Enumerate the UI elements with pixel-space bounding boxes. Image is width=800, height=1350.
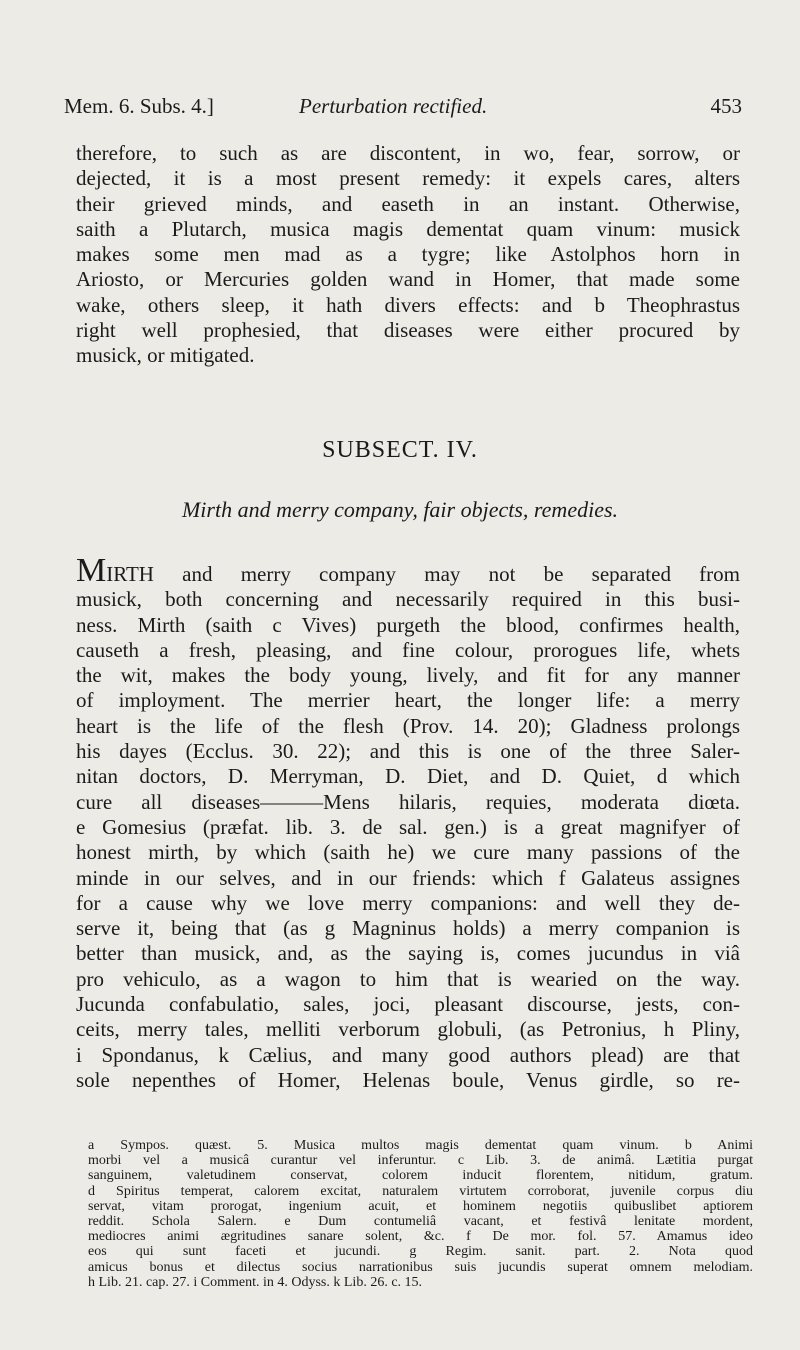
text-line: dejected, it is a most present remedy: it expels cares, alters: [76, 166, 740, 191]
text-line: nitan doctors, D. Merryman, D. Diet, and D. Quiet, d which: [76, 764, 740, 789]
text-line: therefore, to such as are discontent, in wo, fear, sorrow, or: [76, 141, 740, 165]
text-line: of imployment. The merrier heart, the longer life: a merry: [76, 688, 740, 713]
footnote-line: eos qui sunt faceti et jucundi. g Regim. sanit. part. 2. Nota quod: [88, 1244, 753, 1260]
text-line: Ariosto, or Mercuries golden wand in Homer, that made some: [76, 267, 740, 292]
text-line: ness. Mirth (saith c Vives) purgeth the blood, confirmes health,: [76, 612, 740, 637]
text-line: sole nepenthes of Homer, Helenas boule, Venus girdle, so re-: [76, 1067, 740, 1092]
text-line: heart is the life of the flesh (Prov. 14. 20); Gladness prolongs: [76, 713, 740, 738]
footnote-line: d Spiritus temperat, calorem excitat, naturalem virtutem corroborat, juvenile corpus diu: [88, 1183, 753, 1199]
text-line: their grieved minds, and easeth in an instant. Otherwise,: [76, 191, 740, 216]
text-line: musick, or mitigated.: [76, 343, 255, 368]
footnote-line: servat, vitam prorogat, ingenium acuit, et hominem negotiis quibuslibet aptiorem: [88, 1198, 753, 1214]
text-line: musick, both concerning and necessarily required in this busi-: [76, 587, 740, 612]
text-line-first: [76, 552, 740, 589]
subsection-subtitle: Mirth and merry company, fair objects, remedies.: [181, 497, 619, 522]
text-line: Jucunda confabulatio, sales, joci, pleasant discourse, jests, con-: [76, 992, 740, 1017]
text-line: saith a Plutarch, musica magis dementat quam vinum: musick: [76, 216, 740, 241]
text-line: for a cause why we love merry companions: and well they de-: [76, 890, 740, 915]
header-section: Mem. 6. Subs. 4.]: [64, 94, 214, 118]
text-line: better than musick, and, as the saying is, comes jucundus in viâ: [76, 941, 740, 966]
text-line: wake, others sleep, it hath divers effects: and b Theophrastus: [76, 292, 740, 317]
footnote-line: amicus bonus et dilectus socius narrationibus suis jucundis superat omnem melodiam.: [88, 1259, 753, 1275]
footnotes: [88, 1138, 753, 1290]
text-line-rest: IRTH and merry company may not be separated from: [106, 562, 740, 586]
text-line: honest mirth, by which (saith he) we cure many passions of the: [76, 840, 740, 865]
drop-cap: M: [76, 552, 107, 589]
text-line: cure all diseases———Mens hilaris, requies, moderata diœta.: [76, 789, 740, 814]
text-line: causeth a fresh, pleasing, and fine colour, prorogues life, whets: [76, 637, 740, 662]
text-line: e Gomesius (præfat. lib. 3. de sal. gen.) is a great magnifyer of: [76, 814, 740, 839]
footnote-line: h Lib. 21. cap. 27. i Comment. in 4. Odyss. k Lib. 26. c. 15.: [88, 1274, 423, 1290]
text-line: i Spondanus, k Cælius, and many good authors plead) are that: [76, 1042, 740, 1067]
footnote-line: a Sympos. quæst. 5. Musica multos magis dementat quam vinum. b Animi: [88, 1138, 753, 1153]
text-line: pro vehiculo, as a wagon to him that is wearied on the way.: [76, 966, 740, 991]
footnote-line: sanguinem, valetudinem conservat, colorem inducit florentem, nitidum, gratum.: [88, 1168, 753, 1184]
text-line: ceits, merry tales, melliti verborum globuli, (as Petronius, h Pliny,: [76, 1017, 740, 1042]
page-number: 453: [710, 94, 742, 118]
footnote-line: morbi vel a musicâ curantur vel inferuntur. c Lib. 3. de animâ. Lætitia purgat: [88, 1153, 753, 1169]
footnote-line: reddit. Schola Salern. e Dum contumeliâ vacant, et festivâ lenitate mordent,: [88, 1214, 753, 1230]
text-line: makes some men mad as a tygre; like Astolphos horn in: [76, 242, 740, 267]
text-line: the wit, makes the body young, lively, and fit for any manner: [76, 663, 740, 688]
subsection-title: SUBSECT. IV.: [322, 437, 478, 463]
header-title: Perturbation rectified.: [299, 94, 488, 118]
text-line: his dayes (Ecclus. 30. 22); and this is one of the three Saler-: [76, 739, 740, 764]
intro-paragraph: [76, 141, 740, 369]
main-paragraph: [76, 552, 740, 1093]
text-line: right well prophesied, that diseases were either procured by: [76, 318, 740, 343]
text-line: serve it, being that (as g Magninus holds) a merry companion is: [76, 916, 740, 941]
text-line: minde in our selves, and in our friends: which f Galateus assignes: [76, 865, 740, 890]
running-header: [64, 90, 742, 124]
footnote-line: mediocres animi ægritudines sanare solent, &c. f De mor. fol. 57. Amamus ideo: [88, 1229, 753, 1245]
